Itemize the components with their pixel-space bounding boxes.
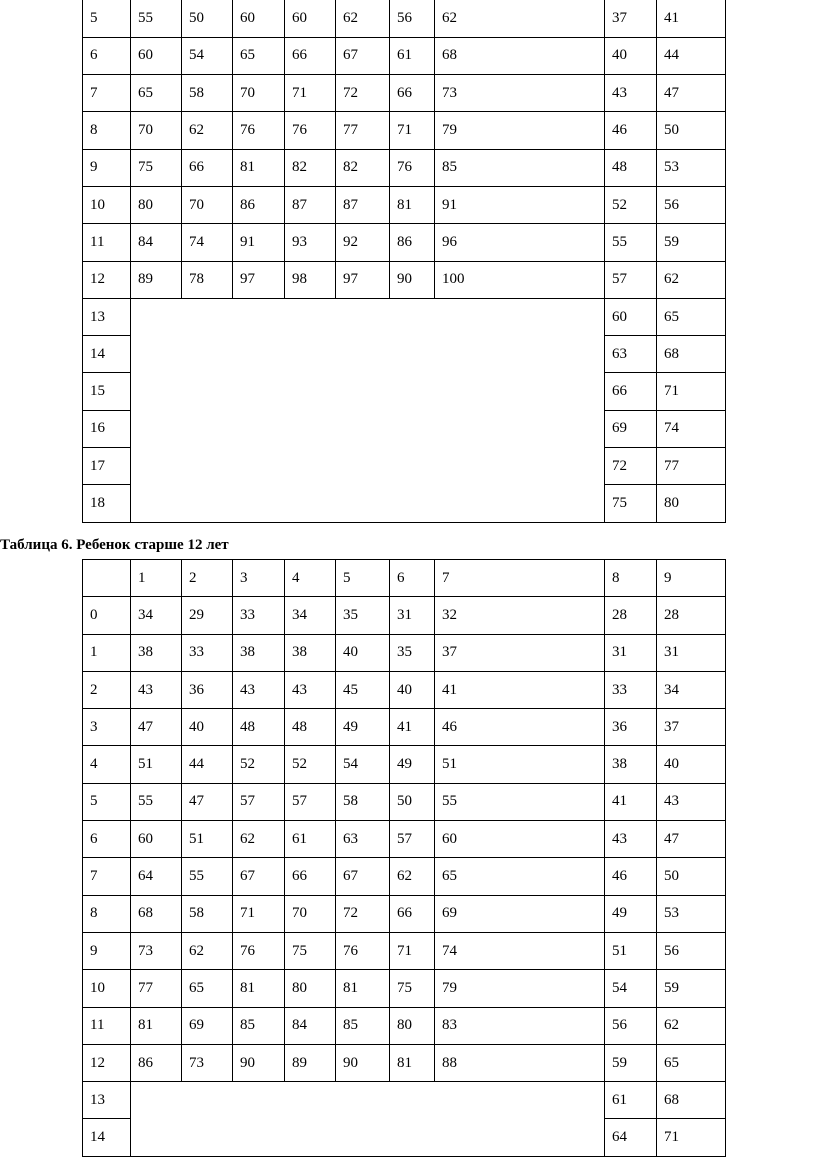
table-cell: 72 [605,448,657,485]
table-cell: 56 [605,1007,657,1044]
table-cell: 62 [182,112,233,149]
table-cell: 50 [657,858,726,895]
merged-blank-cell [131,1082,605,1157]
table-cell: 18 [83,485,131,522]
table-cell: 50 [657,112,726,149]
table-cell: 36 [182,671,233,708]
table-cell: 50 [390,783,435,820]
table-cell: 93 [285,224,336,261]
table-cell: 64 [605,1119,657,1156]
table-cell: 55 [605,224,657,261]
table-cell: 71 [657,1119,726,1156]
table-cell: 75 [131,149,182,186]
table-row [83,112,726,149]
table-cell: 67 [336,858,390,895]
table-cell: 51 [182,821,233,858]
table-cell: 53 [657,895,726,932]
table-cell: 58 [182,895,233,932]
table-cell: 59 [605,1044,657,1081]
table-cell: 57 [233,783,285,820]
table-cell: 33 [182,634,233,671]
table-row [83,37,726,74]
table-cell: 62 [233,821,285,858]
table-cell: 65 [435,858,605,895]
table-cell: 51 [131,746,182,783]
table-cell: 45 [336,671,390,708]
table-cell: 69 [182,1007,233,1044]
table-cell: 2 [182,560,233,597]
table-cell: 92 [336,224,390,261]
table-cell: 31 [390,597,435,634]
table-cell: 81 [336,970,390,1007]
table-row [83,597,726,634]
table-cell: 60 [131,821,182,858]
table-cell: 43 [131,671,182,708]
table-cell: 66 [390,75,435,112]
table-cell: 57 [605,261,657,298]
table-row [83,970,726,1007]
table-cell: 4 [83,746,131,783]
table-row [83,186,726,223]
table-cell: 38 [605,746,657,783]
table-cell: 7 [83,858,131,895]
table-cell: 10 [83,970,131,1007]
table-cell: 47 [657,821,726,858]
table-cell: 9 [83,149,131,186]
table-cell: 41 [657,0,726,37]
table-cell: 62 [657,1007,726,1044]
table-cell: 37 [657,709,726,746]
table-cell: 28 [657,597,726,634]
table-cell: 41 [605,783,657,820]
table-cell: 17 [83,448,131,485]
table-cell: 85 [336,1007,390,1044]
table-cell: 46 [605,112,657,149]
table-cell: 11 [83,1007,131,1044]
table-cell: 9 [657,560,726,597]
table-cell: 76 [285,112,336,149]
table-cell: 61 [390,37,435,74]
table-cell: 58 [182,75,233,112]
table-cell: 35 [336,597,390,634]
table-cell: 6 [83,37,131,74]
table-cell: 14 [83,336,131,373]
table-cell: 66 [605,373,657,410]
table-cell: 48 [233,709,285,746]
table-cell: 49 [336,709,390,746]
table-cell: 65 [131,75,182,112]
table-row [83,0,726,37]
table-cell: 48 [605,149,657,186]
table-cell: 76 [390,149,435,186]
table-cell: 68 [131,895,182,932]
table-cell: 56 [657,186,726,223]
table-cell: 7 [435,560,605,597]
table-row [83,1044,726,1081]
table-cell: 69 [435,895,605,932]
table-cell: 63 [336,821,390,858]
table-row [83,709,726,746]
table-cell: 37 [605,0,657,37]
table-cell: 68 [657,1082,726,1119]
table-cell: 1 [83,634,131,671]
table-cell: 41 [390,709,435,746]
table-cell: 50 [182,0,233,37]
table-cell: 12 [83,261,131,298]
table-cell: 74 [435,932,605,969]
table-cell: 62 [390,858,435,895]
table-cell: 87 [336,186,390,223]
table-cell: 66 [285,858,336,895]
table-cell: 82 [285,149,336,186]
table-cell: 5 [83,783,131,820]
table-cell: 43 [605,821,657,858]
table-cell: 13 [83,1082,131,1119]
table-cell: 62 [435,0,605,37]
table-continued-body [83,0,726,522]
table-cell: 100 [435,261,605,298]
table-cell: 47 [182,783,233,820]
table-cell: 97 [336,261,390,298]
table-cell: 97 [233,261,285,298]
table-cell: 37 [435,634,605,671]
table-row [83,298,726,335]
table-cell: 70 [233,75,285,112]
table-cell: 70 [182,186,233,223]
table-cell: 81 [390,1044,435,1081]
table-row [83,895,726,932]
table-cell: 75 [390,970,435,1007]
table-cell: 8 [83,895,131,932]
table-cell: 48 [285,709,336,746]
table-cell: 57 [390,821,435,858]
table-cell: 40 [336,634,390,671]
table-cell: 55 [131,783,182,820]
table-cell: 60 [285,0,336,37]
table-row [83,783,726,820]
table-row [83,671,726,708]
table-cell: 44 [657,37,726,74]
table-cell: 55 [182,858,233,895]
table-cell: 79 [435,112,605,149]
table-cell: 8 [605,560,657,597]
table-row [83,858,726,895]
table-cell: 85 [233,1007,285,1044]
table-cell: 59 [657,224,726,261]
table-cell: 82 [336,149,390,186]
table-cell: 65 [657,1044,726,1081]
table-6-caption: Таблица 6. Ребенок старше 12 лет [0,537,229,553]
table-cell: 51 [605,932,657,969]
table-cell: 53 [657,149,726,186]
table-cell: 31 [605,634,657,671]
table-cell: 55 [435,783,605,820]
table-cell: 49 [390,746,435,783]
table-cell: 60 [435,821,605,858]
table-cell: 79 [435,970,605,1007]
table-cell: 86 [390,224,435,261]
table-cell: 33 [605,671,657,708]
table-cell: 9 [83,932,131,969]
table-cell: 81 [390,186,435,223]
table-cell: 67 [233,858,285,895]
table-cell: 14 [83,1119,131,1156]
table-cell: 71 [285,75,336,112]
table-cell: 11 [83,224,131,261]
table-cell: 90 [336,1044,390,1081]
table-cell: 34 [657,671,726,708]
table-cell: 6 [390,560,435,597]
table-cell: 12 [83,1044,131,1081]
table-cell: 56 [390,0,435,37]
table-row [83,261,726,298]
table-cell: 55 [131,0,182,37]
table-continued [82,0,726,523]
table-cell: 76 [233,112,285,149]
table-cell: 71 [233,895,285,932]
table-cell: 5 [83,0,131,37]
table-cell: 3 [233,560,285,597]
table-cell: 80 [657,485,726,522]
table-cell: 13 [83,298,131,335]
table-cell: 52 [233,746,285,783]
table-cell: 38 [233,634,285,671]
table-cell: 29 [182,597,233,634]
table-cell: 62 [657,261,726,298]
table-cell: 68 [435,37,605,74]
table-row [83,634,726,671]
table-cell: 66 [390,895,435,932]
table-cell: 40 [182,709,233,746]
table-cell: 71 [390,112,435,149]
table-cell: 83 [435,1007,605,1044]
table-6 [82,559,726,1157]
table-cell: 34 [285,597,336,634]
table-row [83,1007,726,1044]
table-cell: 61 [285,821,336,858]
table-cell: 59 [657,970,726,1007]
table-row [83,75,726,112]
table-row [83,149,726,186]
table-cell: 98 [285,261,336,298]
merged-blank-cell [131,298,605,522]
table-cell: 47 [131,709,182,746]
table-cell: 90 [390,261,435,298]
table-cell: 5 [336,560,390,597]
table-cell: 62 [336,0,390,37]
table-cell: 38 [285,634,336,671]
table-cell: 91 [233,224,285,261]
table-cell: 36 [605,709,657,746]
table-cell: 86 [233,186,285,223]
table-cell: 71 [390,932,435,969]
table-cell: 8 [83,112,131,149]
table-cell: 60 [131,37,182,74]
table-cell: 70 [285,895,336,932]
table-cell: 78 [182,261,233,298]
table-cell: 73 [182,1044,233,1081]
table-cell: 40 [657,746,726,783]
table-cell: 52 [605,186,657,223]
table-cell: 63 [605,336,657,373]
table-cell: 87 [285,186,336,223]
table-cell: 69 [605,410,657,447]
table-cell: 32 [435,597,605,634]
table-cell: 80 [285,970,336,1007]
table-cell: 80 [390,1007,435,1044]
table-cell: 3 [83,709,131,746]
table-row [83,1082,726,1119]
table-cell: 40 [605,37,657,74]
table-cell: 46 [605,858,657,895]
table-cell: 0 [83,597,131,634]
table-cell: 62 [182,932,233,969]
table-cell: 47 [657,75,726,112]
table-cell [83,560,131,597]
table-cell: 81 [233,149,285,186]
table-cell: 46 [435,709,605,746]
table-cell: 58 [336,783,390,820]
table-cell: 96 [435,224,605,261]
table-cell: 43 [233,671,285,708]
table-cell: 72 [336,895,390,932]
table-cell: 81 [131,1007,182,1044]
table-cell: 43 [285,671,336,708]
table-cell: 71 [657,373,726,410]
table-cell: 84 [285,1007,336,1044]
table-cell: 64 [131,858,182,895]
table-cell: 73 [435,75,605,112]
table-cell: 85 [435,149,605,186]
table-cell: 61 [605,1082,657,1119]
table-row [83,932,726,969]
table-cell: 75 [285,932,336,969]
table-cell: 77 [131,970,182,1007]
table-cell: 60 [605,298,657,335]
table-cell: 51 [435,746,605,783]
table-cell: 70 [131,112,182,149]
table-cell: 2 [83,671,131,708]
table-cell: 40 [390,671,435,708]
table-cell: 7 [83,75,131,112]
table-cell: 31 [657,634,726,671]
table-cell: 44 [182,746,233,783]
table-cell: 28 [605,597,657,634]
table-cell: 56 [657,932,726,969]
table-cell: 54 [336,746,390,783]
table-cell: 76 [336,932,390,969]
table-cell: 52 [285,746,336,783]
table-cell: 89 [285,1044,336,1081]
table-cell: 65 [182,970,233,1007]
table-cell: 16 [83,410,131,447]
table-cell: 77 [336,112,390,149]
table-cell: 66 [182,149,233,186]
table-cell: 49 [605,895,657,932]
table-cell: 54 [182,37,233,74]
table-cell: 41 [435,671,605,708]
table-cell: 54 [605,970,657,1007]
table-cell: 74 [182,224,233,261]
table-cell: 73 [131,932,182,969]
table-row [83,224,726,261]
table-cell: 66 [285,37,336,74]
table-cell: 65 [233,37,285,74]
table-cell: 75 [605,485,657,522]
table-cell: 76 [233,932,285,969]
table-cell: 34 [131,597,182,634]
table-cell: 33 [233,597,285,634]
table-cell: 77 [657,448,726,485]
table-cell: 10 [83,186,131,223]
table-cell: 60 [233,0,285,37]
table-cell: 74 [657,410,726,447]
table-cell: 43 [657,783,726,820]
table-cell: 15 [83,373,131,410]
table-cell: 84 [131,224,182,261]
table-cell: 38 [131,634,182,671]
table-row [83,821,726,858]
table-cell: 1 [131,560,182,597]
table-cell: 4 [285,560,336,597]
table-cell: 57 [285,783,336,820]
table-cell: 43 [605,75,657,112]
table-cell: 88 [435,1044,605,1081]
table-row [83,746,726,783]
table-cell: 72 [336,75,390,112]
table-header-row [83,560,726,597]
table-cell: 65 [657,298,726,335]
table-cell: 6 [83,821,131,858]
table-6-body [83,560,726,1157]
table-cell: 81 [233,970,285,1007]
table-cell: 91 [435,186,605,223]
table-cell: 86 [131,1044,182,1081]
table-cell: 90 [233,1044,285,1081]
table-cell: 35 [390,634,435,671]
table-cell: 80 [131,186,182,223]
table-cell: 68 [657,336,726,373]
table-cell: 89 [131,261,182,298]
table-cell: 67 [336,37,390,74]
